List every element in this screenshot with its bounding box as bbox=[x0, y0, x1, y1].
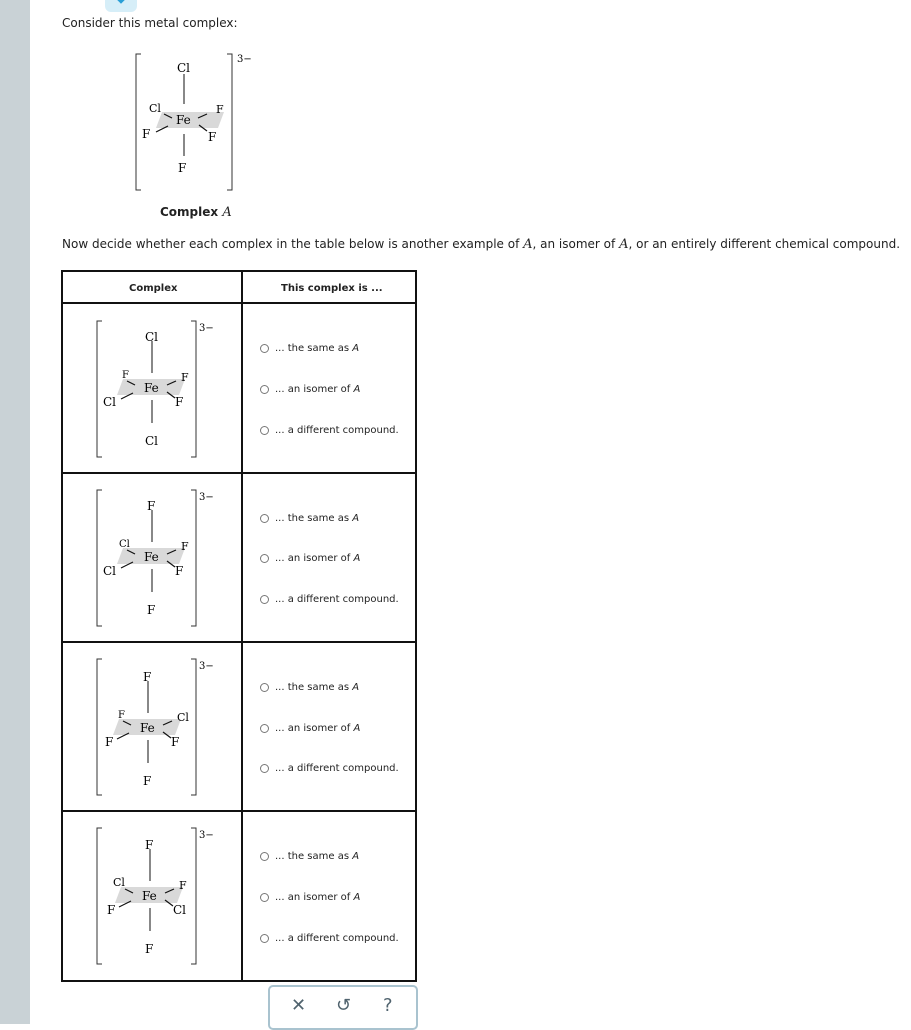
svg-text:F: F bbox=[147, 499, 156, 513]
svg-text:3−: 3− bbox=[199, 830, 214, 841]
svg-text:Cl: Cl bbox=[119, 539, 130, 550]
instruction-text: Now decide whether each complex in the table below is another example of A, an isomer of A, or an entirely different chemical compound. bbox=[62, 237, 901, 252]
svg-text:F: F bbox=[147, 603, 156, 617]
svg-text:F: F bbox=[145, 942, 154, 956]
svg-text:3−: 3− bbox=[199, 661, 214, 672]
row-4-structure bbox=[83, 822, 233, 976]
svg-text:F: F bbox=[181, 540, 189, 553]
row-2-option-same[interactable]: ... the same as A bbox=[260, 513, 359, 524]
clear-icon[interactable]: ✕ bbox=[291, 995, 307, 1016]
ligand-bottom: F bbox=[178, 161, 187, 175]
svg-text:F: F bbox=[122, 370, 129, 381]
svg-text:Cl: Cl bbox=[103, 395, 117, 409]
svg-text:Cl: Cl bbox=[145, 330, 159, 344]
ligand-top: Cl bbox=[177, 61, 191, 75]
intro-text: Consider this metal complex: bbox=[62, 16, 238, 30]
svg-text:F: F bbox=[171, 735, 180, 749]
svg-text:F: F bbox=[107, 903, 116, 917]
svg-text:Cl: Cl bbox=[173, 903, 187, 917]
undo-icon[interactable]: ↺ bbox=[336, 995, 352, 1016]
radio-button[interactable] bbox=[260, 934, 269, 943]
svg-text:F: F bbox=[105, 735, 114, 749]
header-answer: This complex is ... bbox=[281, 283, 383, 294]
svg-text:Cl: Cl bbox=[177, 711, 189, 724]
radio-button[interactable] bbox=[260, 426, 269, 435]
svg-text:Fe: Fe bbox=[144, 381, 159, 395]
answer-table bbox=[61, 270, 417, 982]
collapse-button[interactable] bbox=[105, 0, 137, 12]
row-4-option-isomer[interactable]: ... an isomer of A bbox=[260, 892, 360, 903]
radio-button[interactable] bbox=[260, 724, 269, 733]
answer-toolbar bbox=[268, 985, 418, 1030]
svg-text:F: F bbox=[143, 670, 152, 684]
radio-button[interactable] bbox=[260, 683, 269, 692]
header-complex: Complex bbox=[129, 283, 178, 294]
complex-a-caption: Complex A bbox=[160, 205, 232, 220]
svg-text:F: F bbox=[179, 879, 187, 892]
radio-button[interactable] bbox=[260, 385, 269, 394]
svg-text:Fe: Fe bbox=[140, 721, 155, 735]
svg-text:F: F bbox=[145, 838, 154, 852]
help-icon[interactable]: ? bbox=[383, 995, 393, 1016]
row-3-structure bbox=[83, 653, 233, 807]
row-1-option-isomer[interactable]: ... an isomer of A bbox=[260, 384, 360, 395]
svg-text:3−: 3− bbox=[199, 492, 214, 503]
svg-text:Fe: Fe bbox=[144, 550, 159, 564]
svg-text:Cl: Cl bbox=[113, 876, 125, 889]
svg-text:F: F bbox=[143, 774, 152, 788]
svg-text:3−: 3− bbox=[199, 323, 214, 334]
row-2-structure bbox=[83, 484, 233, 638]
ligand-front-left: F bbox=[142, 127, 151, 141]
metal-label: Fe bbox=[176, 113, 191, 127]
chevron-down-icon bbox=[105, 0, 137, 12]
radio-button[interactable] bbox=[260, 764, 269, 773]
row-3-option-different[interactable]: ... a different compound. bbox=[260, 763, 399, 774]
row-1-option-same[interactable]: ... the same as A bbox=[260, 343, 359, 354]
svg-text:Cl: Cl bbox=[145, 434, 159, 448]
row-3-option-isomer[interactable]: ... an isomer of A bbox=[260, 723, 360, 734]
svg-text:F: F bbox=[175, 395, 184, 409]
svg-text:F: F bbox=[175, 564, 184, 578]
row-2-option-different[interactable]: ... a different compound. bbox=[260, 594, 399, 605]
svg-text:F: F bbox=[118, 710, 125, 721]
ligand-back-right: F bbox=[216, 103, 224, 116]
row-1-structure bbox=[83, 315, 233, 469]
radio-button[interactable] bbox=[260, 852, 269, 861]
radio-button[interactable] bbox=[260, 514, 269, 523]
row-4-option-same[interactable]: ... the same as A bbox=[260, 851, 359, 862]
left-sidebar bbox=[0, 0, 30, 1024]
radio-button[interactable] bbox=[260, 344, 269, 353]
complex-a-structure bbox=[128, 46, 252, 200]
row-3-option-same[interactable]: ... the same as A bbox=[260, 682, 359, 693]
radio-button[interactable] bbox=[260, 554, 269, 563]
row-4-option-different[interactable]: ... a different compound. bbox=[260, 933, 399, 944]
row-1-option-different[interactable]: ... a different compound. bbox=[260, 425, 399, 436]
ligand-back-left: Cl bbox=[149, 102, 161, 115]
ligand-front-right: F bbox=[208, 130, 217, 144]
radio-button[interactable] bbox=[260, 893, 269, 902]
charge-label: 3− bbox=[237, 54, 252, 65]
svg-text:Fe: Fe bbox=[142, 889, 157, 903]
row-2-option-isomer[interactable]: ... an isomer of A bbox=[260, 553, 360, 564]
svg-text:Cl: Cl bbox=[103, 564, 117, 578]
svg-text:F: F bbox=[181, 371, 189, 384]
radio-button[interactable] bbox=[260, 595, 269, 604]
